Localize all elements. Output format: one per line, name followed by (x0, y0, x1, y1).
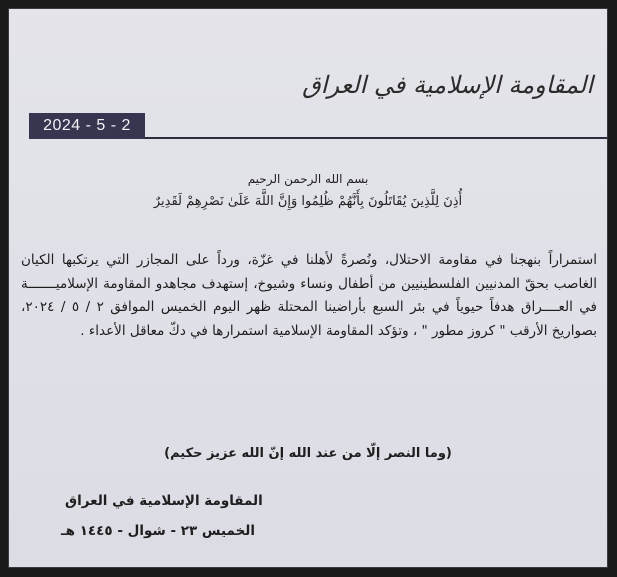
closing-verse: (وما النصر إلّا من عند الله إنّ الله عزيز حكيم) (164, 446, 452, 461)
organization-logo-text: المقاومة الإسلامية في العراق (302, 71, 593, 99)
statement-body: استمراراً بنهجنا في مقاومة الاحتلال، ونُصرةً لأهلنا في غزّة، ورداً على المجازر التي يرتكبها الكيان الغاصب بحقّ المدنيين الفلسطينيين من أطفال ونساء وشيوخ، إستهدف مجاهدو المقاومة الإسلاميـــــــة في العــــراق هدفاً حيوياً في بئر السبع بأراضينا المحتلة ظهر اليوم الخميس الموافق ٢ / ٥ / ٢٠٢٤، بصواريخ الأرقب " كروز مطور " ، وتؤكد المقاومة الإسلامية استمرارها في دكّ معاقل الأعداء . (21, 252, 597, 339)
basmala: بسم الله الرحمن الرحيم (247, 172, 369, 186)
signature-organization: المقاومة الإسلامية في العراق (65, 493, 263, 509)
date-badge: 2024 - 5 - 2 (29, 113, 145, 139)
header-divider (145, 137, 607, 139)
statement-document (8, 8, 608, 568)
quran-verse: أُذِنَ لِلَّذِينَ يُقَاتَلُونَ بِأَنَّهُمْ ظُلِمُوا وَإِنَّ اللَّهَ عَلَىٰ نَصْرِهِمْ لَقَدِيرٌ (153, 194, 463, 209)
signature-date: الخميس ٢٣ - شوال - ١٤٤٥ هـ (61, 523, 256, 539)
